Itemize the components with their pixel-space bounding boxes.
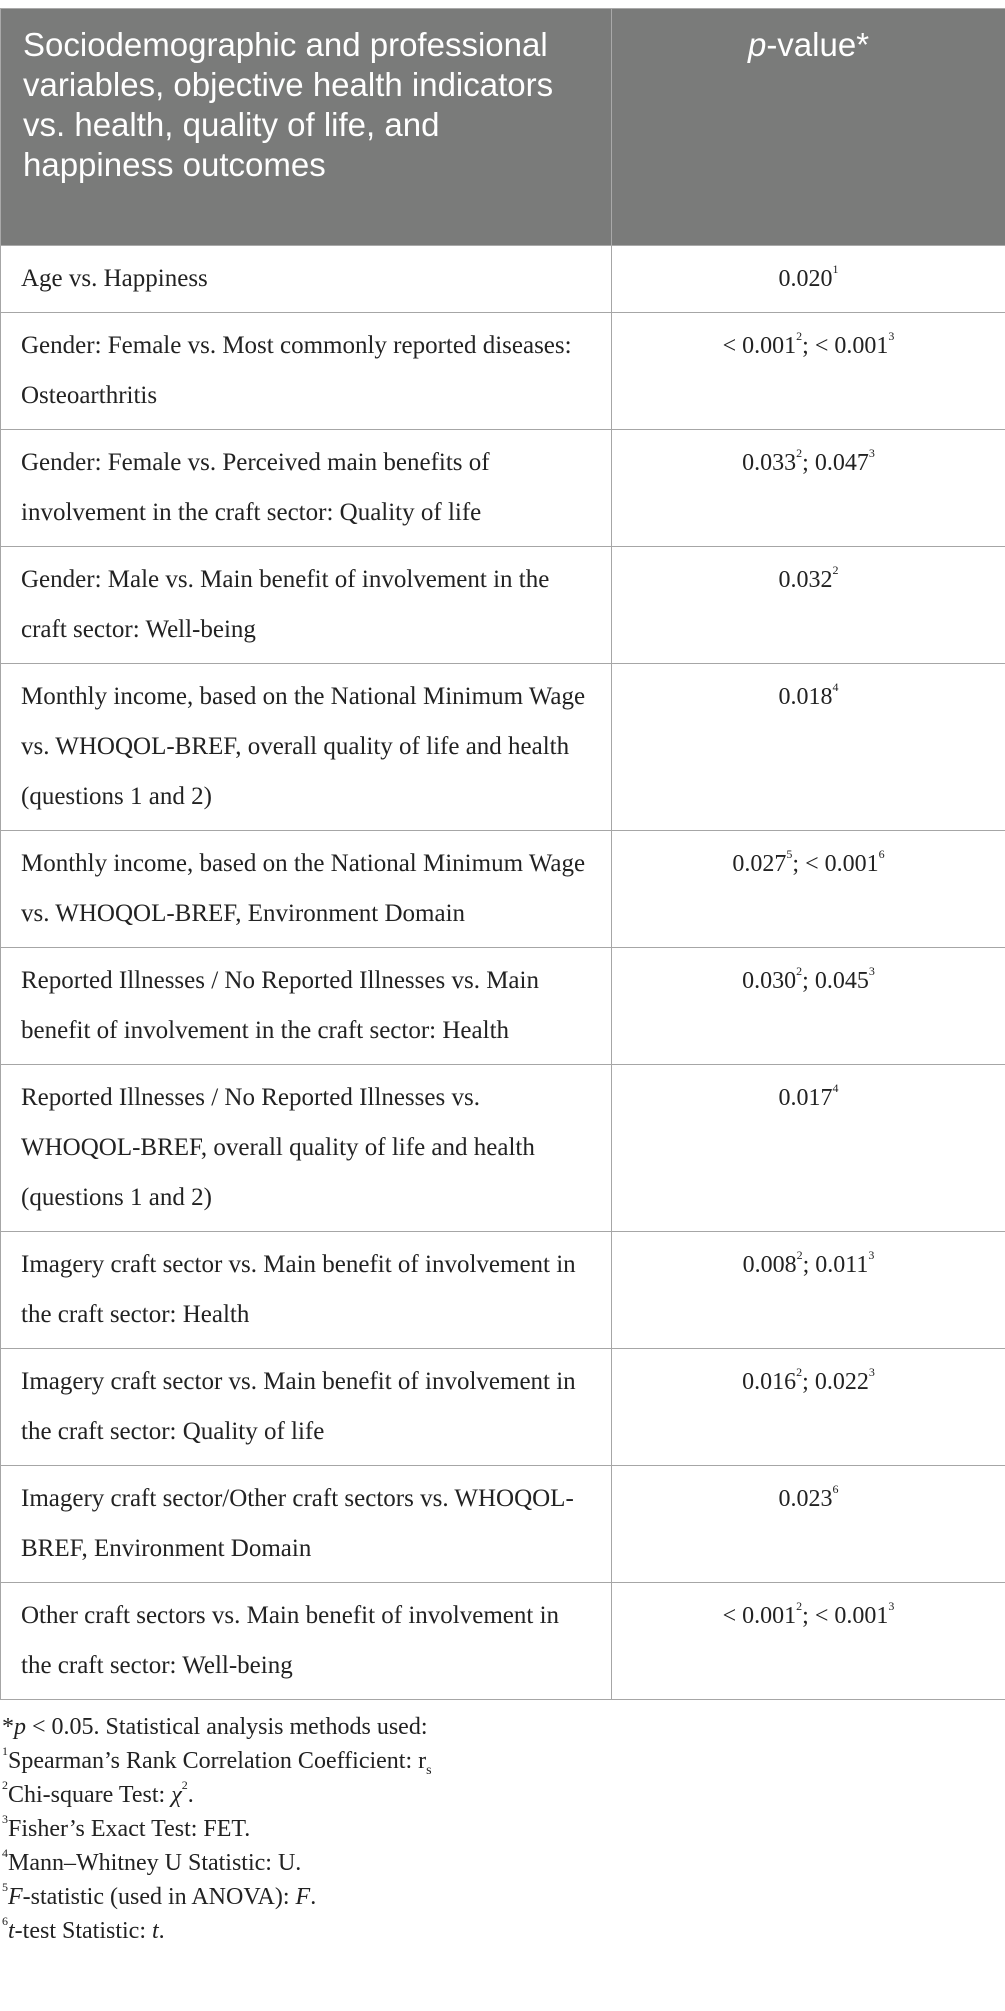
variable-cell: Gender: Female vs. Perceived main benefits of involvement in the craft sector: Quality of life: [1, 430, 612, 547]
table-row: [1, 1466, 1005, 1583]
pvalue-number: < 0.001: [805, 851, 879, 877]
footnote-superscript: 2: [181, 1778, 188, 1792]
footnote-method: [2, 1778, 1005, 1812]
footnote-number: 2: [2, 1778, 8, 1792]
footnote-number: 6: [2, 1914, 8, 1928]
pvalue-separator: ;: [802, 1252, 816, 1278]
table-body: [1, 246, 1005, 1700]
footnote-subscript: s: [426, 1762, 432, 1778]
variable-cell: Imagery craft sector/Other craft sectors vs. WHOQOL-BREF, Environment Domain: [1, 1466, 612, 1583]
pvalue-number: 0.033: [742, 450, 797, 476]
table-row: [1, 664, 1005, 831]
pvalue-separator: ;: [802, 1603, 815, 1629]
table-row: [1, 313, 1005, 430]
pvalue-footnote-ref: 1: [832, 262, 839, 276]
pvalue-header-p: p: [747, 26, 767, 63]
footnote-number: 3: [2, 1812, 8, 1826]
pvalue-footnote-ref: 2: [832, 563, 839, 577]
footnote-significance-text: < 0.05. Statistical analysis methods used:: [26, 1714, 428, 1740]
pvalue-cell: [612, 1349, 1005, 1466]
footnote-method: [2, 1744, 1005, 1778]
pvalue-footnote-ref: 4: [832, 680, 839, 694]
pvalue-cell: [612, 547, 1005, 664]
footnote-statistic-symbol: F: [295, 1884, 311, 1910]
variable-cell: Gender: Male vs. Main benefit of involvement in the craft sector: Well-being: [1, 547, 612, 664]
variable-cell: Gender: Female vs. Most commonly reported diseases: Osteoarthritis: [1, 313, 612, 430]
pvalue-number: 0.047: [814, 450, 869, 476]
table-row: [1, 547, 1005, 664]
footnote-number: 1: [2, 1744, 8, 1758]
variable-cell: Monthly income, based on the National Minimum Wage vs. WHOQOL-BREF, overall quality of life and health (questions 1 and 2): [1, 664, 612, 831]
pvalue-footnote-ref: 3: [868, 1365, 875, 1379]
pvalue-number: < 0.001: [814, 333, 889, 359]
footnote-statistic-symbol: t: [152, 1918, 159, 1944]
pvalue-footnote-ref: 3: [868, 1248, 875, 1262]
footnote-symbol: t: [8, 1918, 15, 1944]
pvalue-cell: [612, 1583, 1005, 1700]
pvalue-cell: [612, 430, 1005, 547]
table-header-row: [1, 9, 1005, 246]
table-row: [1, 246, 1005, 313]
pvalue-number: 0.008: [742, 1252, 797, 1278]
variable-cell: Other craft sectors vs. Main benefit of involvement in the craft sector: Well-being: [1, 1583, 612, 1700]
footnote-statistic-symbol: χ: [171, 1782, 182, 1808]
pvalue-separator: ;: [792, 851, 806, 877]
variable-cell: Imagery craft sector vs. Main benefit of involvement in the craft sector: Quality of life: [1, 1349, 612, 1466]
pvalue-separator: ;: [802, 1369, 815, 1395]
variable-cell: Imagery craft sector vs. Main benefit of involvement in the craft sector: Health: [1, 1232, 612, 1349]
footnote-text: Fisher’s Exact Test: FET.: [8, 1816, 251, 1842]
footnote-text: -test Statistic:: [14, 1918, 152, 1944]
variable-cell: Monthly income, based on the National Minimum Wage vs. WHOQOL-BREF, Environment Domain: [1, 831, 612, 948]
pvalue-cell: [612, 313, 1005, 430]
pvalue-cell: [612, 831, 1005, 948]
pvalue-footnote-ref: 3: [888, 329, 895, 343]
pvalue-footnote-ref: 2: [796, 446, 803, 460]
footnote-methods: [2, 1744, 1005, 1948]
pvalue-cell: [612, 664, 1005, 831]
pvalue-header-rest: -value*: [766, 26, 870, 63]
pvalue-separator: ;: [802, 450, 815, 476]
footnote-symbol: F: [8, 1884, 23, 1910]
pvalue-footnote-ref: 3: [868, 964, 875, 978]
footnote-text: Chi-square Test:: [8, 1782, 172, 1808]
pvalue-separator: ;: [802, 333, 815, 359]
pvalue-footnote-ref: 6: [832, 1482, 839, 1496]
footnote-punct: .: [310, 1884, 317, 1910]
pvalue-footnote-ref: 2: [796, 329, 803, 343]
table-row: [1, 1349, 1005, 1466]
pvalue-number: 0.016: [742, 1369, 797, 1395]
pvalue-cell: [612, 948, 1005, 1065]
footnote-star: *: [2, 1714, 14, 1740]
table-row: [1, 1583, 1005, 1700]
pvalue-footnote-ref: 3: [868, 446, 875, 460]
pvalue-footnote-ref: 2: [796, 1365, 803, 1379]
pvalue-number: 0.045: [814, 968, 869, 994]
pvalue-cell: [612, 1232, 1005, 1349]
table-row: [1, 430, 1005, 547]
variable-cell: Age vs. Happiness: [1, 246, 612, 313]
pvalue-number: < 0.001: [722, 333, 797, 359]
pvalue-cell: [612, 1466, 1005, 1583]
footnote-method: [2, 1914, 1005, 1948]
footnote-text: Spearman’s Rank Correlation Coefficient: r: [8, 1748, 427, 1774]
footnote-punct: .: [158, 1918, 165, 1944]
pvalue-footnote-ref: 4: [832, 1081, 839, 1095]
pvalue-cell: [612, 246, 1005, 313]
footnote-p: p: [14, 1714, 26, 1740]
pvalue-footnote-ref: 2: [796, 964, 803, 978]
pvalue-number: 0.020: [778, 266, 833, 292]
footnote-text: Mann–Whitney U Statistic: U.: [8, 1850, 302, 1876]
variables-column-header: Sociodemographic and professional variables, objective health indicators vs. health, quality of life, and happiness outcomes: [1, 9, 612, 246]
footnote-method: [2, 1880, 1005, 1914]
footnote-number: 5: [2, 1880, 8, 1894]
pvalue-number: 0.017: [778, 1085, 833, 1111]
pvalue-cell: [612, 1065, 1005, 1232]
pvalue-number: 0.018: [778, 684, 833, 710]
variable-cell: Reported Illnesses / No Reported Illnesses vs. Main benefit of involvement in the craft sector: Health: [1, 948, 612, 1065]
pvalue-footnote-ref: 3: [888, 1599, 895, 1613]
footnote-number: 4: [2, 1846, 8, 1860]
pvalue-number: 0.022: [814, 1369, 869, 1395]
pvalue-footnote-ref: 5: [786, 847, 793, 861]
footnote-method: [2, 1812, 1005, 1846]
footnote-punct: .: [187, 1782, 194, 1808]
pvalue-number: < 0.001: [814, 1603, 889, 1629]
table-row: [1, 831, 1005, 948]
pvalue-number: 0.023: [778, 1486, 833, 1512]
pvalue-column-header: [612, 9, 1005, 246]
pvalue-footnote-ref: 2: [796, 1599, 803, 1613]
pvalue-number: 0.030: [742, 968, 797, 994]
pvalue-table: [0, 8, 1005, 1700]
footnote-method: [2, 1846, 1005, 1880]
variable-cell: Reported Illnesses / No Reported Illnesses vs. WHOQOL-BREF, overall quality of life and health (questions 1 and 2): [1, 1065, 612, 1232]
footnote-significance: [2, 1710, 1005, 1744]
pvalue-number: 0.027: [732, 851, 787, 877]
table-row: [1, 1065, 1005, 1232]
pvalue-footnote-ref: 6: [878, 847, 885, 861]
pvalue-number: 0.011: [815, 1252, 869, 1278]
pvalue-separator: ;: [802, 968, 815, 994]
table-row: [1, 1232, 1005, 1349]
footnote-text: -statistic (used in ANOVA):: [22, 1884, 296, 1910]
table-footnotes: [0, 1700, 1005, 1948]
pvalue-number: < 0.001: [722, 1603, 797, 1629]
pvalue-number: 0.032: [778, 567, 833, 593]
table-row: [1, 948, 1005, 1065]
pvalue-footnote-ref: 2: [796, 1248, 803, 1262]
